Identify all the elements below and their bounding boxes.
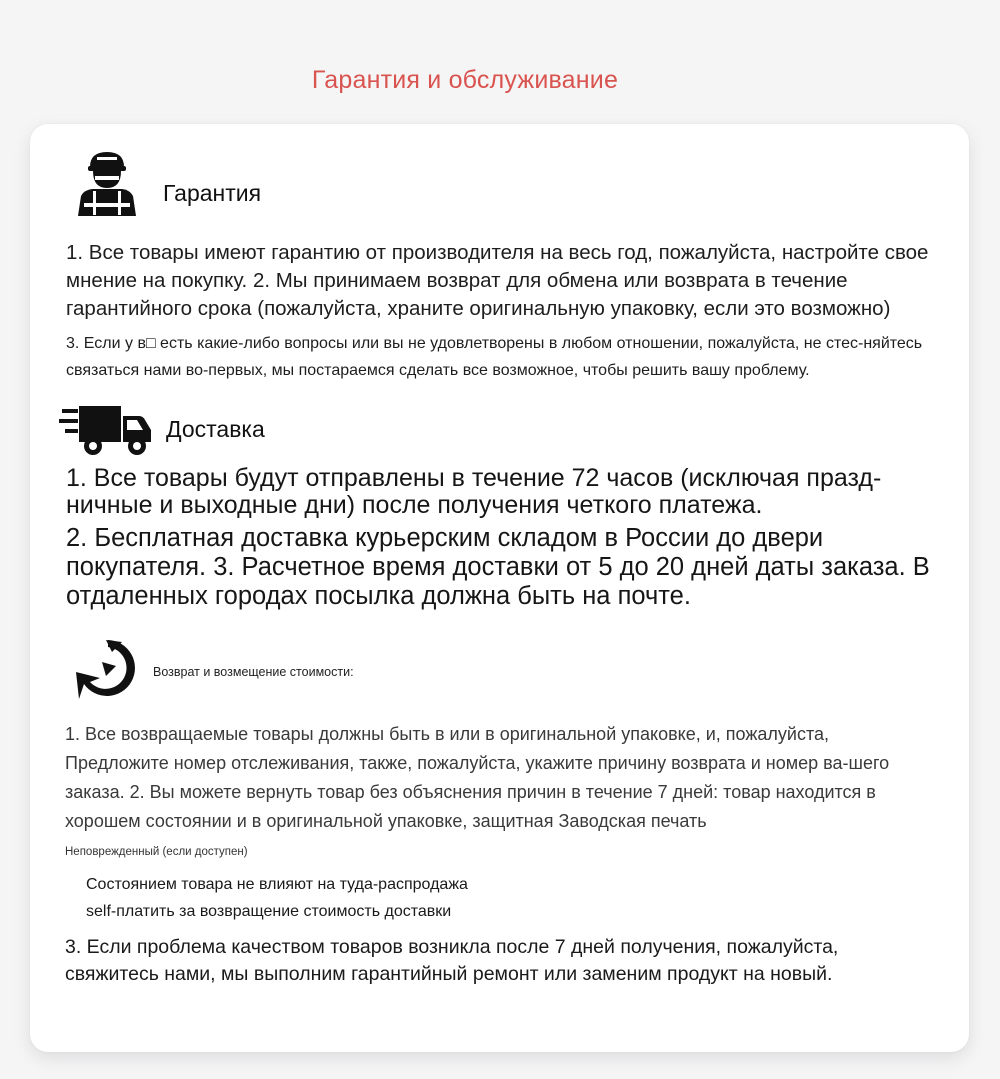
worker-icon <box>76 150 138 218</box>
info-card <box>30 124 969 1052</box>
returns-paragraph-1: 1. Все возвращаемые товары должны быть в или в оригинальной упаковке, и, пожалуйста, Предложите номер отслеживания, также, пожалуйста, укажите причину возврата и номер ва-шего заказа. 2. Вы можете вернуть товар без объяснения причин в течение 7 дней: товар находится в хорошем состоянии и в оригинальной упаковке, защитная Заводская печать <box>65 724 890 831</box>
delivery-title: Доставка <box>166 416 265 442</box>
return-arrows-icon <box>76 636 140 702</box>
delivery-truck-icon <box>59 402 153 456</box>
returns-small-note: Неповрежденный (если доступен) <box>65 846 248 858</box>
delivery-paragraph-1: 1. Все товары будут отправлены в течение 72 часов (исключая празд-ничные и выходные дни) после получения четкого платежа. <box>66 464 882 519</box>
returns-paragraph-3: 3. Если проблема качеством товаров возникла после 7 дней получения, пожалуйста, свяжитесь нами, мы выполним гарантийный ремонт или заменим продукт на новый. <box>65 936 839 985</box>
returns-title: Возврат и возмещение стоимости: <box>153 665 354 679</box>
page-title: Гарантия и обслуживание <box>311 66 619 94</box>
returns-note-2: self-платить за возвращение стоимость доставки <box>86 903 452 920</box>
warranty-paragraph-1: 1. Все товары имеют гарантию от производителя на весь год, пожалуйста, настройте свое мнение на покупку. 2. Мы принимаем возврат для обмена или возврата в течение гарантийного срока (пожалуйста, храните оригинальную упаковку, если это возможно) <box>66 241 929 320</box>
warranty-paragraph-2: 3. Если у в□ есть какие-либо вопросы или вы не удовлетворены в любом отношении, пожалуйста, не стес-няйтесь связаться нами во-первых, мы постараемся сделать все возможное, чтобы решить вашу проблему. <box>66 335 923 379</box>
warranty-title: Гарантия <box>163 180 262 206</box>
returns-note-1: Состоянием товара не влияют на туда-распродажа <box>86 876 468 893</box>
delivery-paragraph-2: 2. Бесплатная доставка курьерским складом в России до двери покупателя. 3. Расчетное время доставки от 5 до 20 дней даты заказа. В отдаленных городах посылка должна быть на почте. <box>66 524 930 610</box>
